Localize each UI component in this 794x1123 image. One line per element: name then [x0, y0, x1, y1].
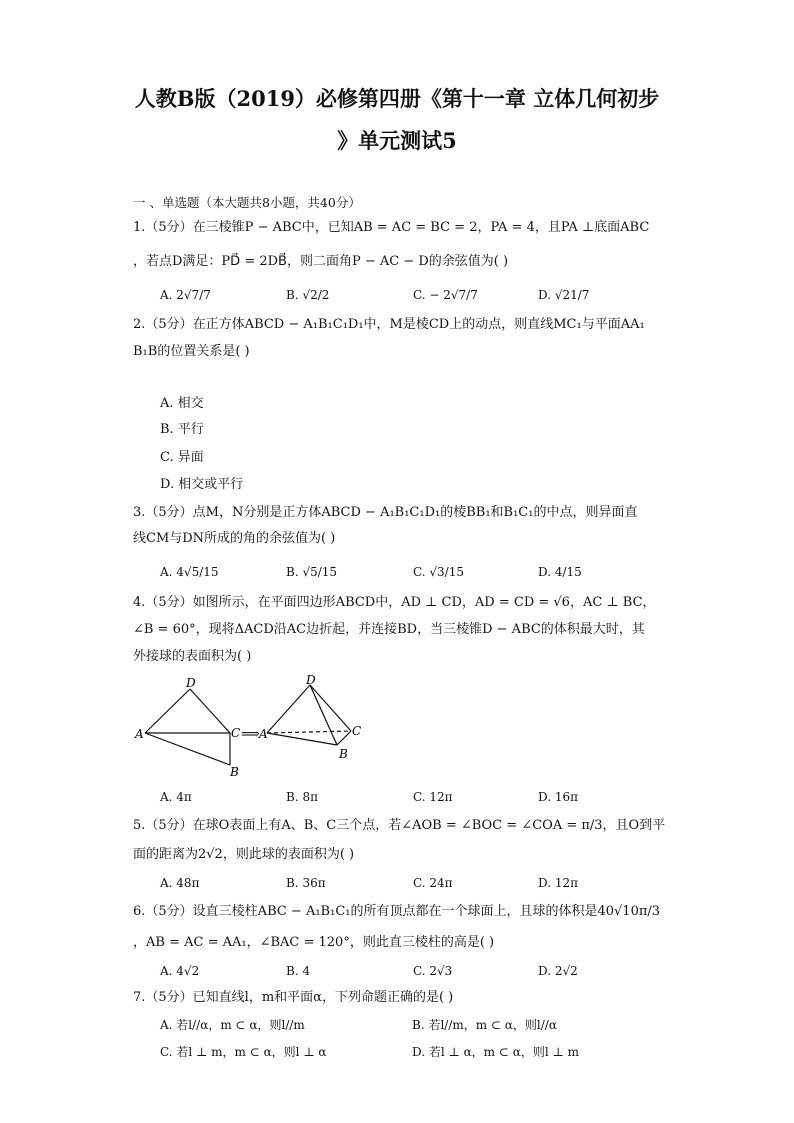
question-5-option-a: A. 48π — [160, 876, 200, 890]
question-2-line-2: B₁B的位置关系是( ) — [133, 344, 250, 359]
question-1-line-1: 1.（5分）在三棱锥P − ABC中，已知AB = AC = BC = 2，PA = 4，且PA ⊥底面ABC — [133, 220, 650, 235]
question-1-option-d: D. √21/7 — [538, 288, 590, 302]
question-6-line-2: ，AB = AC = AA₁，∠BAC = 120°，则此直三棱柱的高是( ) — [133, 935, 495, 950]
question-4-line-1: 4.（5分）如图所示，在平面四边形ABCD中，AD ⊥ CD，AD = CD = √6，AC ⊥ BC， — [133, 595, 656, 610]
page-title-line-1: 人教B版（2019）必修第四册《第十一章 立体几何初步 — [134, 86, 660, 111]
question-7-line-1: 7.（5分）已知直线l，m和平面α，下列命题正确的是( ) — [133, 990, 454, 1005]
question-2-option-b: B. 平行 — [160, 422, 204, 437]
question-3-option-c: C. √3/15 — [413, 565, 464, 579]
page-title-line-2: 》单元测试5 — [337, 128, 457, 153]
right-label-d: D — [306, 673, 316, 687]
question-7-option-c: C. 若l ⊥ m，m ⊂ α，则l ⊥ α — [160, 1045, 327, 1059]
question-6-option-b: B. 4 — [286, 964, 311, 978]
question-5-line-1: 5.（5分）在球O表面上有A、B、C三个点，若∠AOB = ∠BOC = ∠COA = π/3，且O到平 — [133, 818, 666, 833]
question-5-line-2: 面的距离为2√2，则此球的表面积为( ) — [133, 847, 355, 862]
question-2-option-c: C. 异面 — [160, 450, 204, 465]
right-label-b: B — [339, 747, 348, 761]
right-label-c: C — [352, 724, 362, 738]
question-7-option-b: B. 若l//m，m ⊂ α，则l//α — [412, 1018, 557, 1032]
question-4-option-b: B. 8π — [286, 790, 318, 804]
question-3-option-a: A. 4√5/15 — [160, 565, 219, 579]
question-5-option-c: C. 24π — [413, 876, 453, 890]
right-pyramid — [267, 685, 351, 745]
left-label-c: C — [231, 726, 241, 740]
question-7-option-d: D. 若l ⊥ α，m ⊂ α，则l ⊥ m — [412, 1045, 579, 1059]
question-7-option-a: A. 若l//α，m ⊂ α，则l//m — [160, 1018, 305, 1032]
question-4-option-a: A. 4π — [160, 790, 192, 804]
right-label-a: A — [259, 727, 268, 741]
question-5-option-d: D. 12π — [538, 876, 578, 890]
left-quadrilateral — [145, 689, 230, 765]
question-6-option-c: C. 2√3 — [413, 964, 453, 978]
question-6-option-d: D. 2√2 — [538, 964, 578, 978]
question-4-line-3: 外接球的表面积为( ) — [133, 649, 252, 664]
left-label-a: A — [135, 727, 144, 741]
question-3-option-d: D. 4/15 — [538, 565, 582, 579]
question-6-line-1: 6.（5分）设直三棱柱ABC − A₁B₁C₁的所有顶点都在一个球面上，且球的体积是40√10π/3 — [133, 904, 661, 919]
question-2-option-a: A. 相交 — [160, 396, 204, 411]
question-3-line-1: 3.（5分）点M，N分别是正方体ABCD − A₁B₁C₁D₁的棱BB₁和B₁C₁的中点，则异面直 — [133, 505, 638, 520]
question-4-option-d: D. 16π — [538, 790, 578, 804]
question-6-option-a: A. 4√2 — [160, 964, 200, 978]
left-label-d: D — [186, 676, 196, 690]
left-label-b: B — [230, 765, 239, 779]
question-1-option-a: A. 2√7/7 — [160, 288, 211, 302]
question-4-option-c: C. 12π — [413, 790, 453, 804]
section-heading: 一 、单选题（本大题共8小题，共40分） — [133, 195, 361, 210]
question-1-line-2: ，若点D满足：PD⃗ = 2DB⃗，则二面角P − AC − D的余弦值为( ) — [133, 254, 509, 269]
question-2-option-d: D. 相交或平行 — [160, 477, 244, 492]
question-3-line-2: 线CM与DN所成的角的余弦值为( ) — [133, 531, 336, 546]
question-2-line-1: 2.（5分）在正方体ABCD − A₁B₁C₁D₁中，M是棱CD上的动点，则直线MC₁与平面AA₁ — [133, 317, 645, 332]
question-5-option-b: B. 36π — [286, 876, 326, 890]
question-4-line-2: ∠B = 60°，现将ΔACD沿AC边折起，并连接BD，当三棱锥D − ABC的体积最大时，其 — [133, 622, 645, 637]
question-1-option-b: B. √2/2 — [286, 288, 330, 302]
fold-arrow-icon: ⟹ — [241, 727, 260, 742]
question-1-option-c: C. − 2√7/7 — [413, 288, 478, 302]
folding-figure — [133, 672, 373, 784]
question-3-option-b: B. √5/15 — [286, 565, 338, 579]
